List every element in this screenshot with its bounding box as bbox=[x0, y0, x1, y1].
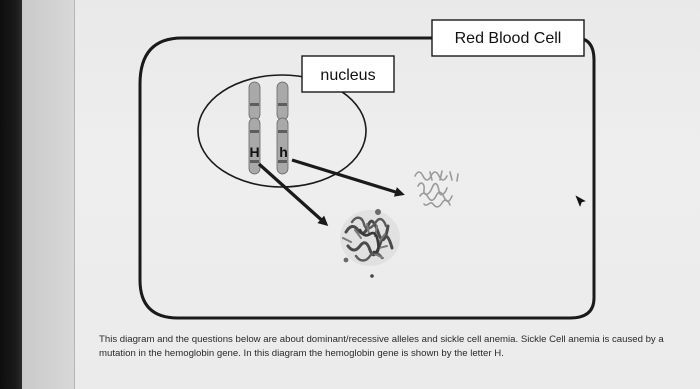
caption-text: This diagram and the questions below are about dominant/recessive alleles and sickle cell anemia. Sickle Cell anemia is caused by a mutation in the hemoglobin gene. In this diagram the hemoglobin gene is shown by the letter H. bbox=[99, 334, 664, 359]
allele-recessive-label: h bbox=[279, 144, 288, 160]
normal-hemoglobin-protein bbox=[340, 209, 400, 278]
chromosome-left bbox=[249, 82, 260, 174]
cell-label-box bbox=[432, 20, 584, 56]
nucleus-label-box bbox=[302, 56, 394, 92]
cell-label: Red Blood Cell bbox=[454, 30, 562, 47]
arrow-recessive-to-sickle-hemoglobin bbox=[292, 160, 402, 194]
nucleus-label: nucleus bbox=[320, 67, 376, 84]
arrow-dominant-to-hemoglobin bbox=[259, 164, 326, 224]
chromosome-right bbox=[277, 82, 288, 174]
allele-dominant-label: H bbox=[249, 144, 260, 160]
mouse-cursor-icon bbox=[576, 196, 585, 206]
mutant-hemoglobin-protein bbox=[415, 171, 458, 207]
